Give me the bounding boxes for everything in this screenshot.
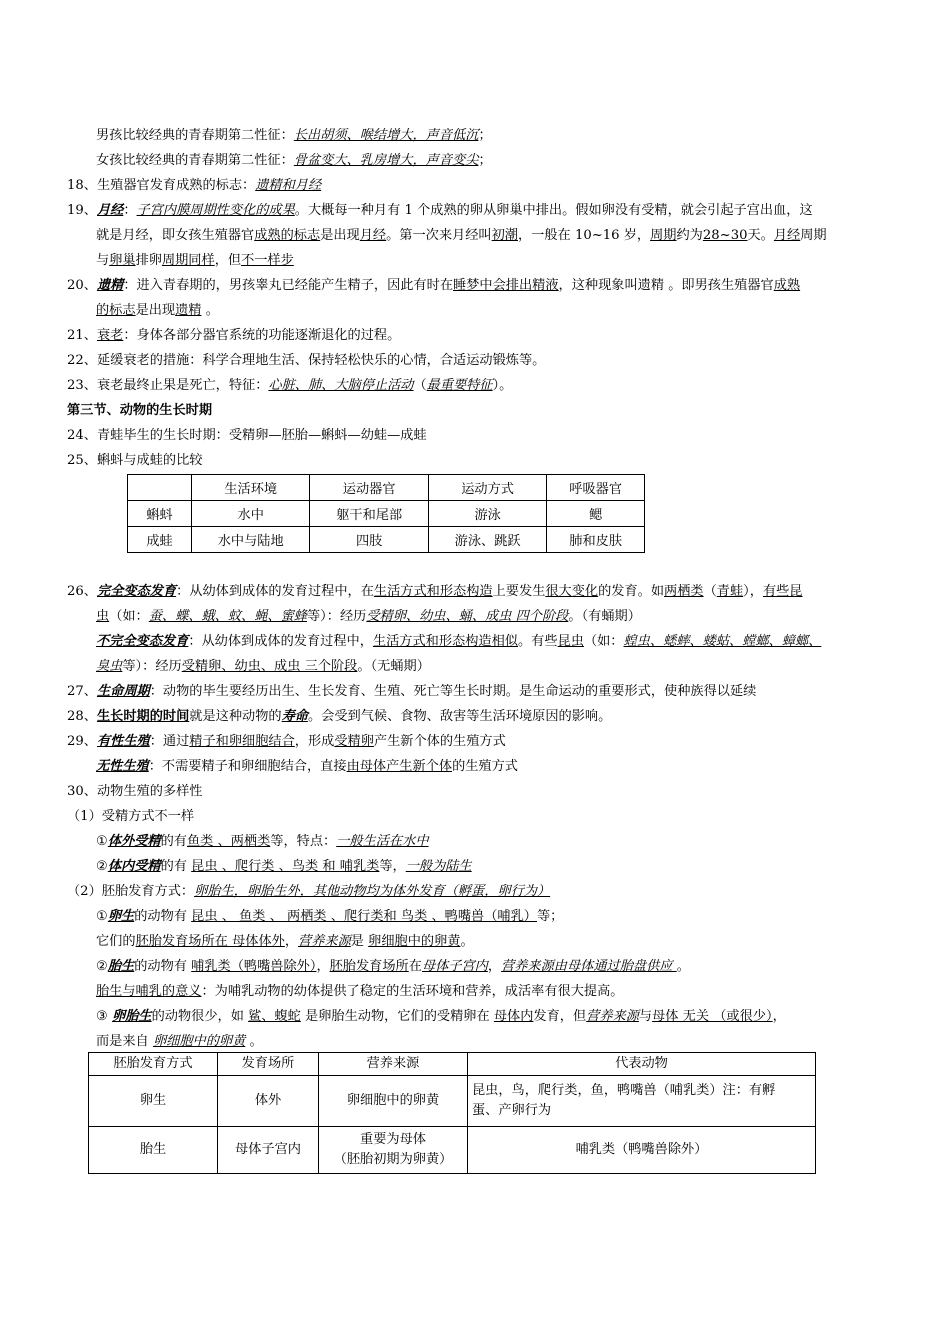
item-30-significance: 胎生与哺乳的意义：为哺乳动物的幼体提供了稳定的生活环境和营养，成活率有很大提高。 (96, 984, 624, 999)
table-cell: 水中与陆地 (192, 527, 310, 553)
table-cell: 呼吸器官 (547, 475, 645, 501)
item-30-external: ①体外受精的有鱼类 、两栖类等，特点：一般生活在水中 (96, 834, 429, 849)
item-30-oviparous-line2: 它们的胚胎发育场所在 母体体外，营养来源是 卵细胞中的卵黄。 (96, 934, 474, 949)
table-cell: 蝌蚪 (128, 501, 192, 527)
table-cell: 发育场所 (218, 1053, 319, 1076)
table-cell: 代表动物 (468, 1053, 816, 1076)
table-row (89, 1127, 816, 1174)
table-header-row (128, 475, 645, 501)
item-25: 25、蝌蚪与成蛙的比较 (67, 453, 203, 468)
table-cell: 水中 (192, 501, 310, 527)
item-29: 29、有性生殖：通过精子和卵细胞结合，形成受精卵产生新个体的生殖方式 (67, 734, 506, 749)
table-cell: 运动方式 (428, 475, 546, 501)
cell-line: （胚胎初期为卵黄） (333, 1152, 453, 1167)
item-30-viviparous: ②胎生的动物有 哺乳类（鸭嘴兽除外），胚胎发育场所在母体子宫内，营养来源由母体通过胎盘供应 。 (96, 959, 690, 974)
item-24: 24、青蛙毕生的生长时期：受精卵—胚胎—蝌蚪—幼蛙—成蛙 (67, 428, 427, 443)
table-cell: 胚胎发育方式 (89, 1053, 218, 1076)
line-girl-traits: 女孩比较经典的青春期第二性征：骨盆变大、乳房增大，声音变尖； (96, 153, 492, 168)
table-header-row (89, 1053, 816, 1076)
table-cell: 游泳、跳跃 (428, 527, 546, 553)
item-21: 21、衰老：身体各部分器官系统的功能逐渐退化的过程。 (67, 328, 401, 343)
section-title: 第三节、动物的生长时期 (67, 403, 213, 418)
table-cell (468, 1076, 816, 1127)
table-cell: 哺乳类（鸭嘴兽除外） (468, 1127, 816, 1174)
item-26-incomplete: 不完全变态发育：从幼体到成体的发育过程中，生活方式和形态构造相似。有些昆虫（如：蝗虫、蟋蟀、蝼蛄、螳螂、蟑螂、 (96, 634, 822, 649)
table-cell (319, 1127, 468, 1174)
item-19-line3: 与卵巢排卵周期同样，但不一样步 (96, 253, 294, 268)
item-26-incomplete-line2: 臭虫等）：经历受精卵、幼虫、成虫 三个阶段。（无蛹期） (96, 659, 430, 674)
item-30-sub1: （1）受精方式不一样 (67, 809, 195, 824)
table-cell: 卵生 (89, 1076, 218, 1127)
table-cell: 四肢 (310, 527, 428, 553)
embryo-development-table (88, 1052, 816, 1174)
item-27: 27、生命周期：动物的毕生要经历出生、生长发育、生殖、死亡等生长时期。是生命运动的重要形式，使种族得以延续 (67, 684, 757, 699)
table-cell: 营养来源 (319, 1053, 468, 1076)
table-row (128, 527, 645, 553)
item-30-internal: ②体内受精的有 昆虫 、爬行类 、鸟类 和 哺乳类等，一般为陆生 (96, 859, 472, 874)
table-cell: 胎生 (89, 1127, 218, 1174)
table-cell: 母体子宫内 (218, 1127, 319, 1174)
table-cell: 卵细胞中的卵黄 (319, 1076, 468, 1127)
table-cell: 肺和皮肤 (547, 527, 645, 553)
line-boy-traits: 男孩比较经典的青春期第二性征：长出胡须、喉结增大，声音低沉； (96, 128, 492, 143)
item-23: 23、衰老最终止果是死亡，特征：心脏、肺、大脑停止活动（最重要特征）。 (67, 378, 513, 393)
table-cell: 鳃 (547, 501, 645, 527)
item-26: 26、完全变态发育：从幼体到成体的发育过程中，在生活方式和形态构造上要发生很大变化的发育。如两栖类（青蛙），有些昆 (67, 584, 803, 599)
table-cell: 体外 (218, 1076, 319, 1127)
item-20-line2: 的标志是出现遗精 。 (96, 303, 219, 318)
table-cell: 生活环境 (192, 475, 310, 501)
tadpole-frog-table (127, 474, 645, 553)
item-18: 18、生殖器官发育成熟的标志：遗精和月经 (67, 178, 322, 193)
table-cell (128, 475, 192, 501)
item-30-ovoviviparous: ③ 卵胎生的动物很少，如 鲨、蝮蛇 是卵胎生动物，它们的受精卵在 母体内发育，但营养来源与母体 无关 （或很少）， (96, 1009, 786, 1024)
item-30-ovoviviparous-line2: 而是来自 卵细胞中的卵黄 。 (96, 1034, 263, 1049)
item-29-asexual: 无性生殖：不需要精子和卵细胞结合，直接由母体产生新个体的生殖方式 (96, 759, 518, 774)
item-30-sub2: （2）胚胎发育方式：卵胎生，卵胎生外，其他动物均为体外发育（孵蛋，卵行为） (67, 884, 551, 899)
cell-line: 昆虫，鸟，爬行类，鱼，鸭嘴兽（哺乳类）注：有孵 (472, 1083, 776, 1098)
table-row (89, 1076, 816, 1127)
item-28: 28、生长时期的时间就是这种动物的寿命。会受到气候、食物、敌害等生活环境原因的影响。 (67, 709, 612, 724)
table-cell: 运动器官 (310, 475, 428, 501)
table-cell: 成蛙 (128, 527, 192, 553)
item-19-line2: 就是月经，即女孩生殖器官成熟的标志是出现月经。第一次来月经叫初潮，一般在 10~16 岁，周期约为28~30天。月经周期 (96, 228, 827, 243)
item-22: 22、延缓衰老的措施：科学合理地生活、保持轻松快乐的心情，合适运动锻炼等。 (67, 353, 546, 368)
item-20: 20、遗精：进入青春期的，男孩睾丸已经能产生精子，因此有时在睡梦中会排出精液，这种现象叫遗精 。即男孩生殖器官成熟 (67, 278, 801, 293)
cell-line: 重要为母体 (360, 1132, 426, 1147)
item-30: 30、动物生殖的多样性 (67, 784, 203, 799)
item-19: 19、月经：子宫内膜周期性变化的成果。大概每一种月有 1 个成熟的卵从卵巢中排出。假如卵没有受精，就会引起子宫出血，这 (67, 203, 813, 218)
table-cell: 躯干和尾部 (310, 501, 428, 527)
cell-line: 蛋、产卵行为 (472, 1103, 552, 1118)
table-row (128, 501, 645, 527)
item-30-oviparous: ①卵生的动物有 昆虫 、 鱼类 、 两栖类 、爬行类和 鸟类 、鸭嘴兽（哺乳）等； (96, 909, 564, 924)
table-cell: 游泳 (428, 501, 546, 527)
item-26-line2: 虫（如：蚕、蝶、蛾、蚊、蝇、蜜蜂等）：经历受精卵、幼虫、蛹、成虫 四个阶段。（有蛹期） (96, 609, 641, 624)
